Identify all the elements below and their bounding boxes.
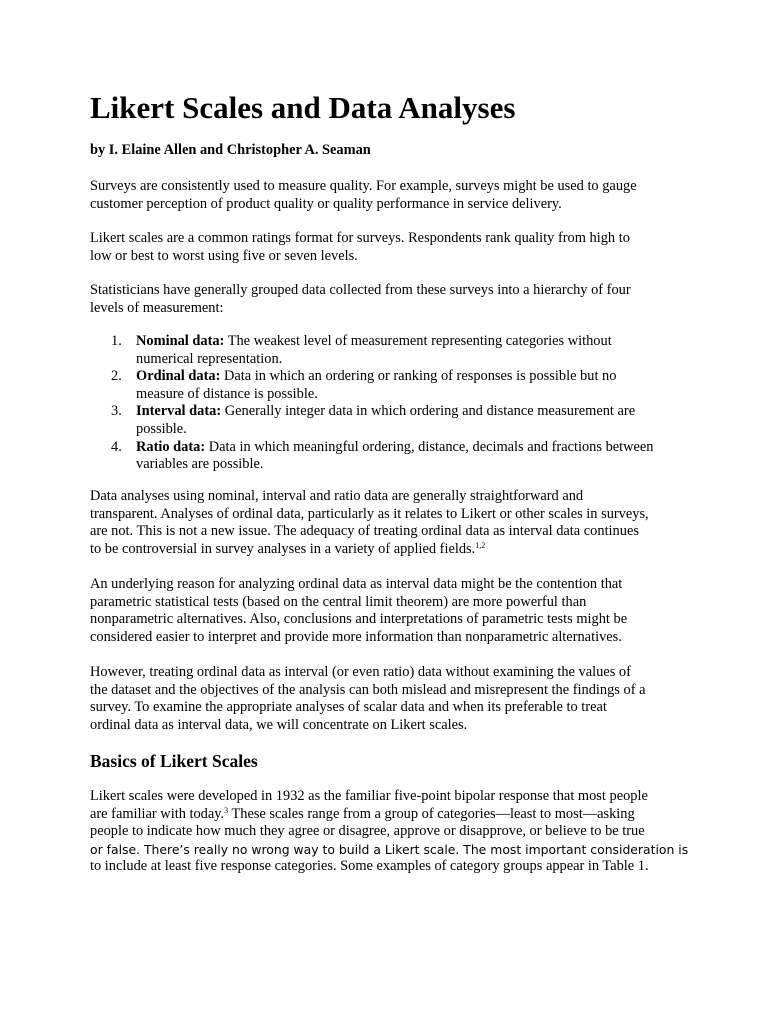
paragraph-line: Likert scales are a common ratings format for surveys. Respondents rank quality from high to: [90, 230, 630, 246]
measurement-levels-list: [90, 333, 690, 474]
paragraph-line: are not. This is not a new issue. The adequacy of treating ordinal data as interval data continues: [90, 523, 639, 540]
paragraph-likert-format: [90, 230, 690, 265]
paragraph-line: to be controversial in survey analyses in a variety of applied fields.: [90, 540, 476, 557]
list-text: measure of distance is possible.: [136, 385, 318, 402]
paragraph-line: people to indicate how much they agree or disagree, approve or disapprove, or believe to be true: [90, 823, 645, 840]
list-number: 1.: [111, 333, 122, 349]
paragraph-line: the dataset and the objectives of the analysis can both mislead and misrepresent the findings of a: [90, 681, 646, 698]
list-item: [90, 333, 690, 368]
paragraph-line: Surveys are consistently used to measure quality. For example, surveys might be used to gauge: [90, 178, 637, 194]
paragraph-line: transparent. Analyses of ordinal data, particularly as it relates to Likert or other scales in surveys,: [90, 505, 649, 522]
list-item: [90, 403, 690, 438]
paragraph-line: ordinal data as interval data, we will concentrate on Likert scales.: [90, 716, 468, 733]
list-text: Generally integer data in which ordering and distance measurement are: [221, 403, 636, 420]
paragraph-line: These scales range from a group of categories—least to most—asking: [228, 805, 635, 822]
paragraph-line: Statisticians have generally grouped data collected from these surveys into a hierarchy of four: [90, 282, 631, 298]
paragraph-underlying-reason: [90, 576, 690, 646]
paragraph-line: levels of measurement:: [90, 299, 224, 316]
paragraph-however: [90, 664, 690, 734]
paragraph-line: customer perception of product quality or quality performance in service delivery.: [90, 195, 562, 212]
list-text: Data in which meaningful ordering, distance, decimals and fractions between: [205, 438, 654, 455]
list-number: 4.: [111, 438, 122, 455]
list-item: [90, 439, 690, 474]
list-item: [90, 368, 690, 403]
paragraph-line: or false. There’s really no wrong way to build a Likert scale. The most important consideration is: [90, 841, 689, 857]
list-number: 3.: [111, 403, 122, 420]
list-term: Interval data:: [136, 403, 222, 420]
list-text: numerical representation.: [136, 350, 283, 367]
list-term: Ratio data:: [136, 438, 206, 455]
paragraph-analyses: [90, 488, 690, 558]
paragraph-likert-basics: [90, 788, 690, 876]
list-number: 2.: [111, 368, 122, 385]
list-text: The weakest level of measurement representing categories without: [224, 333, 612, 349]
paragraph-line: Data analyses using nominal, interval and ratio data are generally straightforward and: [90, 488, 584, 504]
footnote-ref: 3: [224, 805, 229, 815]
footnote-ref: 1,2: [475, 540, 486, 550]
paragraph-hierarchy: [90, 282, 690, 317]
paragraph-line: However, treating ordinal data as interval (or even ratio) data without examining the values of: [90, 664, 631, 680]
paragraph-line: low or best to worst using five or seven levels.: [90, 247, 358, 264]
section-heading: Basics of Likert Scales: [90, 751, 258, 771]
list-term: Ordinal data:: [136, 368, 221, 385]
paragraph-line: Likert scales were developed in 1932 as the familiar five-point bipolar response that most people: [90, 788, 648, 804]
paragraph-line: survey. To examine the appropriate analyses of scalar data and when its preferable to treat: [90, 699, 607, 716]
paragraph-line: parametric statistical tests (based on the central limit theorem) are more powerful than: [90, 593, 587, 610]
paragraph-line: considered easier to interpret and provide more information than nonparametric alternatives.: [90, 628, 622, 645]
list-text: variables are possible.: [136, 456, 264, 473]
list-text: possible.: [136, 420, 187, 437]
paragraph-line: An underlying reason for analyzing ordinal data as interval data might be the contention that: [90, 576, 623, 592]
article-byline: by I. Elaine Allen and Christopher A. Seaman: [90, 142, 371, 158]
paragraph-intro: [90, 178, 690, 213]
list-term: Nominal data:: [136, 333, 225, 349]
article-title: Likert Scales and Data Analyses: [90, 90, 516, 125]
list-text: Data in which an ordering or ranking of responses is possible but no: [220, 368, 617, 385]
paragraph-line: nonparametric alternatives. Also, conclusions and interpretations of parametric tests might be: [90, 611, 628, 628]
paragraph-line: are familiar with today.: [90, 805, 225, 822]
paragraph-line: to include at least five response categories. Some examples of category groups appear in Table 1.: [90, 858, 649, 875]
